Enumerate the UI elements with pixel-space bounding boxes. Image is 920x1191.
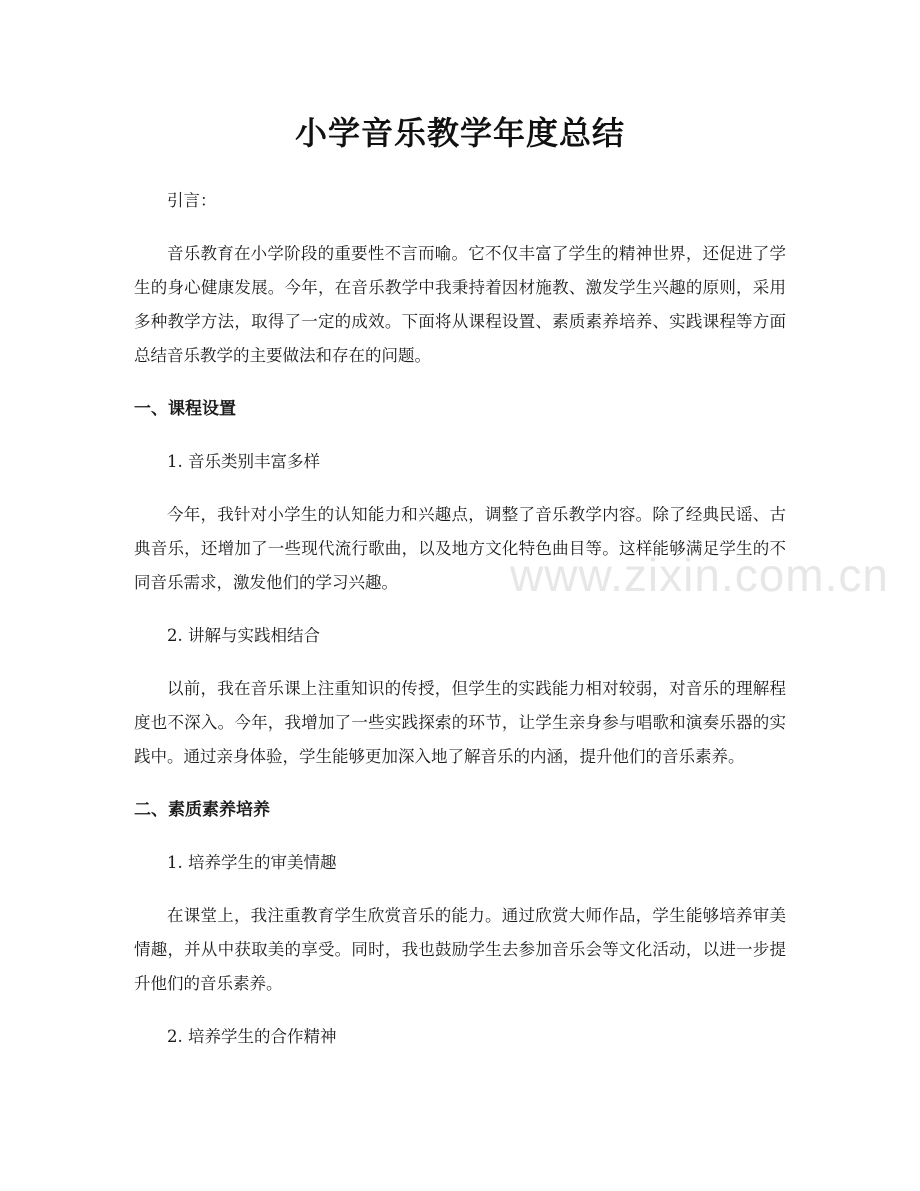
intro-paragraph: 音乐教育在小学阶段的重要性不言而喻。它不仅丰富了学生的精神世界，还促进了学生的身心健康发展。今年，在音乐教学中我秉持着因材施教、激发学生兴趣的原则，采用多种教学方法，取得了一定的成效。下面将从课程设置、素质素养培养、实践课程等方面总结音乐教学的主要做法和存在的问题。 xyxy=(134,244,786,365)
subsection-text-music-variety: 今年，我针对小学生的认知能力和兴趣点，调整了音乐教学内容。除了经典民谣、古典音乐，还增加了一些现代流行歌曲，以及地方文化特色曲目等。这样能够满足学生的不同音乐需求，激发他们的学习兴趣。 xyxy=(134,505,786,592)
watermark: www.zixin.com.cn xyxy=(510,549,889,601)
section-heading-course-setup: 一、课程设置 xyxy=(134,399,236,419)
document-body xyxy=(134,184,786,1073)
section-heading-quality-cultivation: 二、素质素养培养 xyxy=(134,800,270,820)
intro-label: 引言： xyxy=(167,191,217,210)
subsection-text-aesthetic: 在课堂上，我注重教育学生欣赏音乐的能力。通过欣赏大师作品，学生能够培养审美情趣，并从中获取美的享受。同时，我也鼓励学生去参加音乐会等文化活动，以进一步提升他们的音乐素养。 xyxy=(134,906,786,993)
page-title: 小学音乐教学年度总结 xyxy=(294,114,625,152)
subsection-text-theory-practice: 以前，我在音乐课上注重知识的传授，但学生的实践能力相对较弱，对音乐的理解程度也不深入。今年，我增加了一些实践探索的环节，让学生亲身参与唱歌和演奏乐器的实践中。通过亲身体验，学生能够更加深入地了解音乐的内涵，提升他们的音乐素养。 xyxy=(134,679,786,766)
subsection-title-cooperation: 2. 培养学生的合作精神 xyxy=(167,1027,337,1046)
subsection-title-aesthetic: 1. 培养学生的审美情趣 xyxy=(167,853,337,872)
subsection-title-theory-practice: 2. 讲解与实践相结合 xyxy=(167,626,320,645)
subsection-title-music-variety: 1. 音乐类别丰富多样 xyxy=(167,452,320,471)
